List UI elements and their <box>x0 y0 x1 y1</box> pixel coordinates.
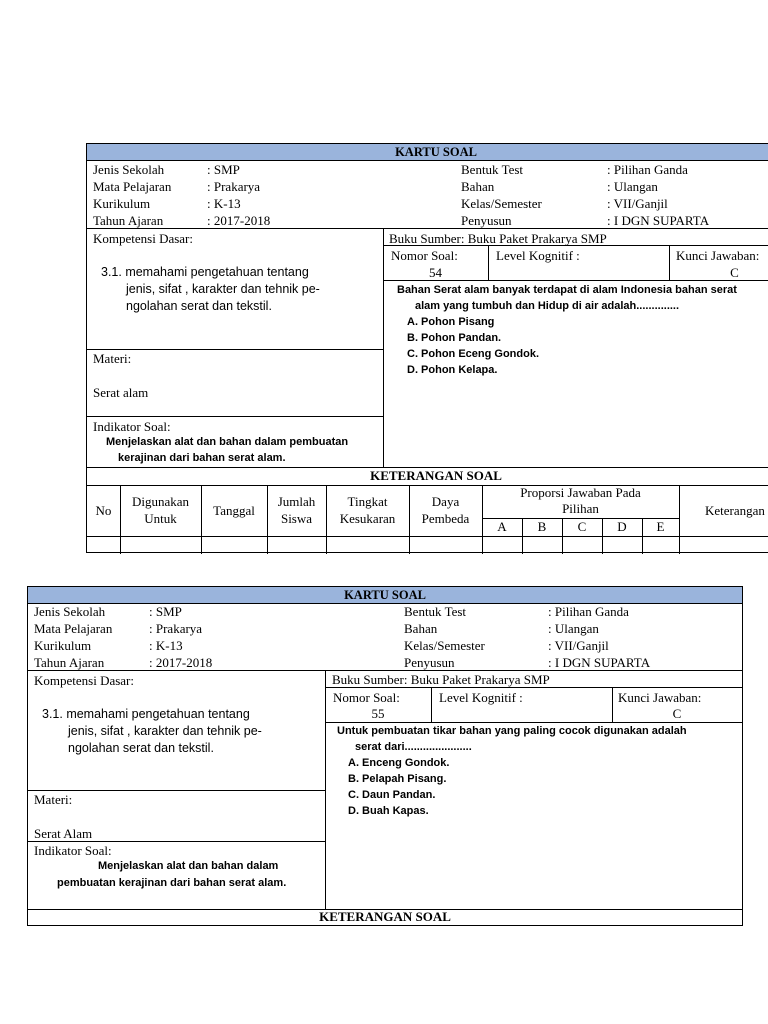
materi-label: Materi: <box>34 792 73 807</box>
kartu-soal-card-2 <box>27 586 743 926</box>
col-tingkat-l2: Kesukaran <box>339 511 396 526</box>
kompetensi-dasar-label: Kompetensi Dasar: <box>93 231 194 246</box>
value-bahan: : Ulangan <box>548 621 599 636</box>
col-daya-l2: Pembeda <box>421 511 470 526</box>
kompetensi-line-3: ngolahan serat dan tekstil. <box>68 741 214 755</box>
label-tahun-ajaran: Tahun Ajaran <box>93 213 164 228</box>
col-daya-l1: Daya <box>431 494 460 509</box>
option-b: B. Pelapah Pisang. <box>348 773 447 785</box>
buku-sumber: Buku Sumber: Buku Paket Prakarya SMP <box>389 231 607 246</box>
level-kognitif-label: Level Kognitif : <box>439 690 523 705</box>
option-c: C. Daun Pandan. <box>348 789 436 801</box>
kunci-jawaban-value: C <box>672 706 682 721</box>
option-c: C. Pohon Eceng Gondok. <box>407 348 539 360</box>
label-mata-pelajaran: Mata Pelajaran <box>93 179 172 194</box>
materi-label: Materi: <box>93 351 132 366</box>
col-tanggal: Tanggal <box>213 503 255 518</box>
label-kelas-semester: Kelas/Semester <box>404 638 485 653</box>
col-keterangan: Keterangan <box>705 503 765 518</box>
indikator-line-1: Menjelaskan alat dan bahan dalam pembuatan <box>106 436 349 448</box>
label-kurikulum: Kurikulum <box>93 196 151 211</box>
value-kelas-semester: : VII/Ganjil <box>607 196 668 211</box>
kompetensi-line-3: ngolahan serat dan tekstil. <box>126 299 272 313</box>
col-digunakan-l2: Untuk <box>144 511 177 526</box>
value-bentuk-test: : Pilihan Ganda <box>548 604 629 619</box>
question-line-1: Untuk pembuatan tikar bahan yang paling cocok digunakan adalah <box>337 725 687 737</box>
card-title: KARTU SOAL <box>28 587 742 604</box>
label-bentuk-test: Bentuk Test <box>404 604 467 619</box>
materi-value: Serat Alam <box>34 826 93 841</box>
question-line-2: serat dari...................... <box>355 741 472 753</box>
col-jumlah-l2: Siswa <box>280 511 313 526</box>
option-d: D. Buah Kapas. <box>348 805 429 817</box>
value-kurikulum: : K-13 <box>207 196 241 211</box>
question-line-2: alam yang tumbuh dan Hidup di air adalah.............. <box>415 300 680 312</box>
buku-sumber: Buku Sumber: Buku Paket Prakarya SMP <box>332 672 550 687</box>
level-kognitif-label: Level Kognitif : <box>496 248 580 263</box>
value-tahun-ajaran: : 2017-2018 <box>149 655 213 670</box>
value-bentuk-test: : Pilihan Ganda <box>607 162 688 177</box>
option-d: D. Pohon Kelapa. <box>407 364 498 376</box>
col-digunakan-l1: Digunakan <box>131 494 190 509</box>
keterangan-soal-title: KETERANGAN SOAL <box>370 468 502 483</box>
question-line-1: Bahan Serat alam banyak terdapat di alam Indonesia bahan serat <box>397 284 737 296</box>
label-bahan: Bahan <box>461 179 495 194</box>
choice-d: D <box>617 519 627 534</box>
col-no: No <box>95 503 112 518</box>
kompetensi-line-1: 3.1. memahami pengetahuan tentang <box>42 707 250 721</box>
value-penyusun: : I DGN SUPARTA <box>607 213 710 228</box>
choice-b: B <box>537 519 547 534</box>
col-proporsi-l1: Proporsi Jawaban Pada <box>520 485 641 500</box>
col-tingkat-l1: Tingkat <box>347 494 388 509</box>
label-jenis-sekolah: Jenis Sekolah <box>34 604 106 619</box>
indikator-line-2: pembuatan kerajinan dari bahan serat alam. <box>57 877 287 889</box>
label-bahan: Bahan <box>404 621 438 636</box>
value-mata-pelajaran: : Prakarya <box>149 621 203 636</box>
kompetensi-dasar-label: Kompetensi Dasar: <box>34 673 135 688</box>
value-penyusun: : I DGN SUPARTA <box>548 655 651 670</box>
value-mata-pelajaran: : Prakarya <box>207 179 261 194</box>
nomor-soal-label: Nomor Soal: <box>333 690 400 705</box>
indikator-line-1: Menjelaskan alat dan bahan dalam <box>98 860 279 872</box>
indikator-line-2: kerajinan dari bahan serat alam. <box>118 452 286 464</box>
value-kurikulum: : K-13 <box>149 638 183 653</box>
label-jenis-sekolah: Jenis Sekolah <box>93 162 165 177</box>
value-kelas-semester: : VII/Ganjil <box>548 638 609 653</box>
value-jenis-sekolah: : SMP <box>149 604 182 619</box>
choice-e: E <box>656 519 665 534</box>
kompetensi-line-2: jenis, sifat , karakter dan tehnik pe- <box>68 724 262 738</box>
option-b: B. Pohon Pandan. <box>407 332 502 344</box>
nomor-soal-value: 54 <box>429 265 442 280</box>
col-jumlah-l1: Jumlah <box>277 494 316 509</box>
option-a: A. Pohon Pisang <box>407 316 495 328</box>
label-mata-pelajaran: Mata Pelajaran <box>34 621 113 636</box>
kompetensi-line-1: 3.1. memahami pengetahuan tentang <box>101 265 309 279</box>
indikator-label: Indikator Soal: <box>93 419 171 434</box>
nomor-soal-value: 55 <box>371 706 385 721</box>
kunci-jawaban-value: C <box>730 265 739 280</box>
col-proporsi-l2: Pilihan <box>562 501 599 516</box>
nomor-soal-label: Nomor Soal: <box>391 248 458 263</box>
kunci-jawaban-label: Kunci Jawaban: <box>618 690 702 705</box>
label-kelas-semester: Kelas/Semester <box>461 196 542 211</box>
value-jenis-sekolah: : SMP <box>207 162 240 177</box>
label-kurikulum: Kurikulum <box>34 638 92 653</box>
value-bahan: : Ulangan <box>607 179 658 194</box>
kunci-jawaban-label: Kunci Jawaban: <box>676 248 760 263</box>
label-tahun-ajaran: Tahun Ajaran <box>34 655 105 670</box>
indikator-label: Indikator Soal: <box>34 843 112 858</box>
value-tahun-ajaran: : 2017-2018 <box>207 213 271 228</box>
choice-a: A <box>497 519 507 534</box>
choice-c: C <box>577 519 587 534</box>
keterangan-soal-title: KETERANGAN SOAL <box>319 909 451 924</box>
label-bentuk-test: Bentuk Test <box>461 162 524 177</box>
kompetensi-line-2: jenis, sifat , karakter dan tehnik pe- <box>126 282 320 296</box>
label-penyusun: Penyusun <box>404 655 455 670</box>
card-title: KARTU SOAL <box>87 144 768 161</box>
kartu-soal-card-1 <box>86 143 768 553</box>
option-a: A. Enceng Gondok. <box>348 757 450 769</box>
materi-value: Serat alam <box>93 385 149 400</box>
label-penyusun: Penyusun <box>461 213 512 228</box>
